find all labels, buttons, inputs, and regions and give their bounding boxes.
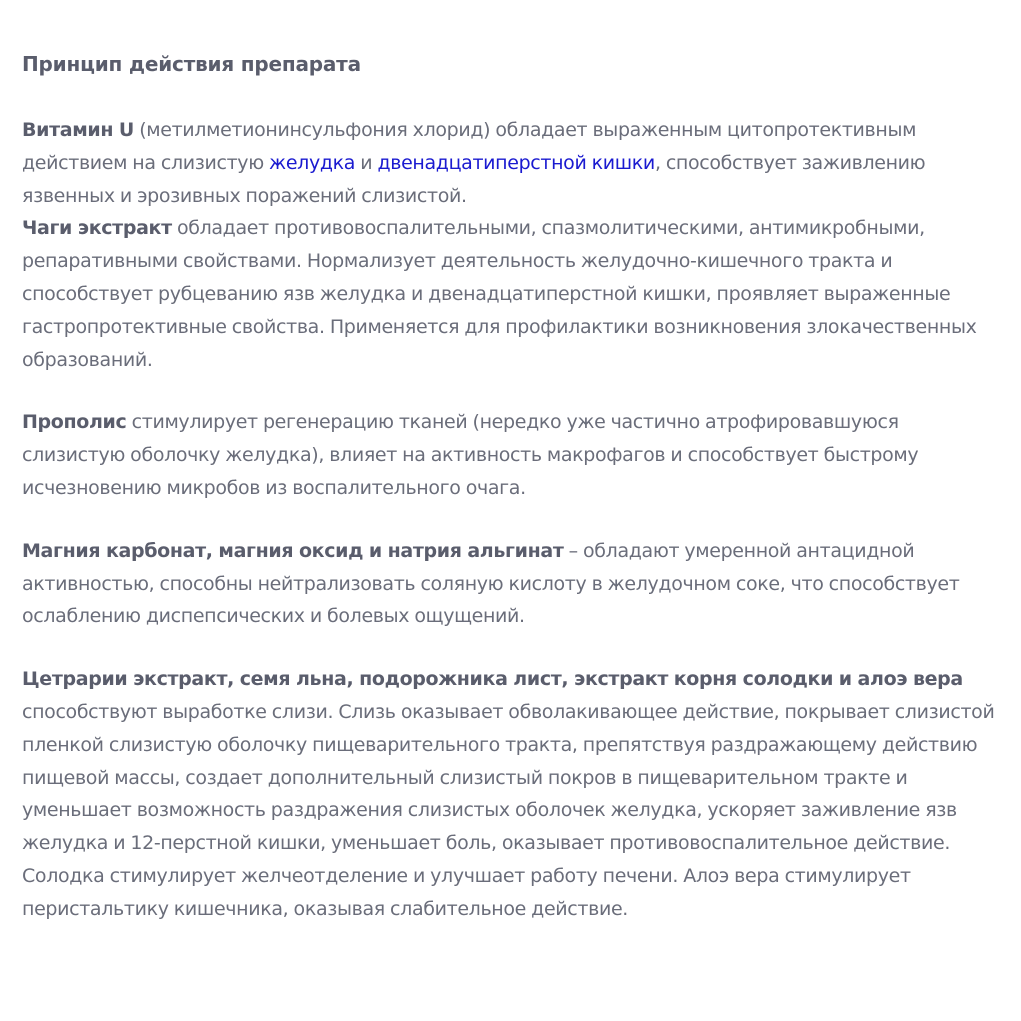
paragraph-chaga: [22, 212, 999, 376]
paragraph-propolis: [22, 406, 999, 504]
ingredient-name: Цетрарии экстракт, семя льна, подорожника лист, экстракт корня солодки и алоэ вера: [22, 668, 963, 691]
paragraph-magnesium: [22, 535, 999, 633]
ingredient-name: Прополис: [22, 411, 127, 434]
paragraph-text: и: [355, 151, 378, 174]
paragraph-text: способствуют выработке слизи. Слизь оказывает обволакивающее действие, покрывает слизистой пленкой слизистую оболочку пищеварительного тракта, препятствуя раздражающему действию пищевой массы, создает дополнительный слизистый покров в пищеварительном тракте и уменьшает возможность раздражения слизистых оболочек желудка, ускоряет заживление язв желудка и 12-перстной кишки, уменьшает боль, оказывает противовоспалительное действие. Солодка стимулирует желчеотделение и улучшает работу печени. Алоэ вера стимулирует перистальтику кишечника, оказывая слабительное действие.: [22, 700, 995, 920]
paragraph-text: обладает противовоспалительными, спазмолитическими, антимикробными, репаративными свойствами. Нормализует деятельность желудочно-кишечного тракта и способствует рубцеванию язв желудка и двенадцатиперстной кишки, проявляет выраженные гастропротективные свойства. Применяется для профилактики возникновения злокачественных образований.: [22, 217, 977, 371]
paragraph-text: стимулирует регенерацию тканей (нередко уже частично атрофировавшуюся слизистую оболочку желудка), влияет на активность макрофагов и способствует быстрому исчезновению микробов из воспалительного очага.: [22, 411, 919, 499]
paragraph-text: , способствует заживлению язвенных и эрозивных поражений слизистой.: [22, 151, 926, 207]
ingredient-name: Магния карбонат, магния оксид и натрия альгинат: [22, 539, 564, 562]
link-stomach[interactable]: желудка: [269, 151, 356, 174]
paragraph-cetraria: [22, 663, 999, 925]
ingredient-name: Чаги экстракт: [22, 217, 172, 240]
link-duodenum[interactable]: двенадцатиперстной кишки: [377, 151, 655, 174]
ingredient-name: Витамин U: [22, 119, 134, 141]
page-title: Принцип действия препарата: [22, 52, 361, 76]
paragraph-vitamin-u: [22, 114, 999, 212]
paragraph-text: (метилметионинсульфония хлорид) обладает выраженным цитопротективным действием на слизистую: [22, 119, 917, 174]
paragraph-text: – обладают умеренной антацидной активностью, способны нейтрализовать соляную кислоту в желудочном соке, что способствует ослаблению диспепсических и болевых ощущений.: [22, 539, 960, 628]
